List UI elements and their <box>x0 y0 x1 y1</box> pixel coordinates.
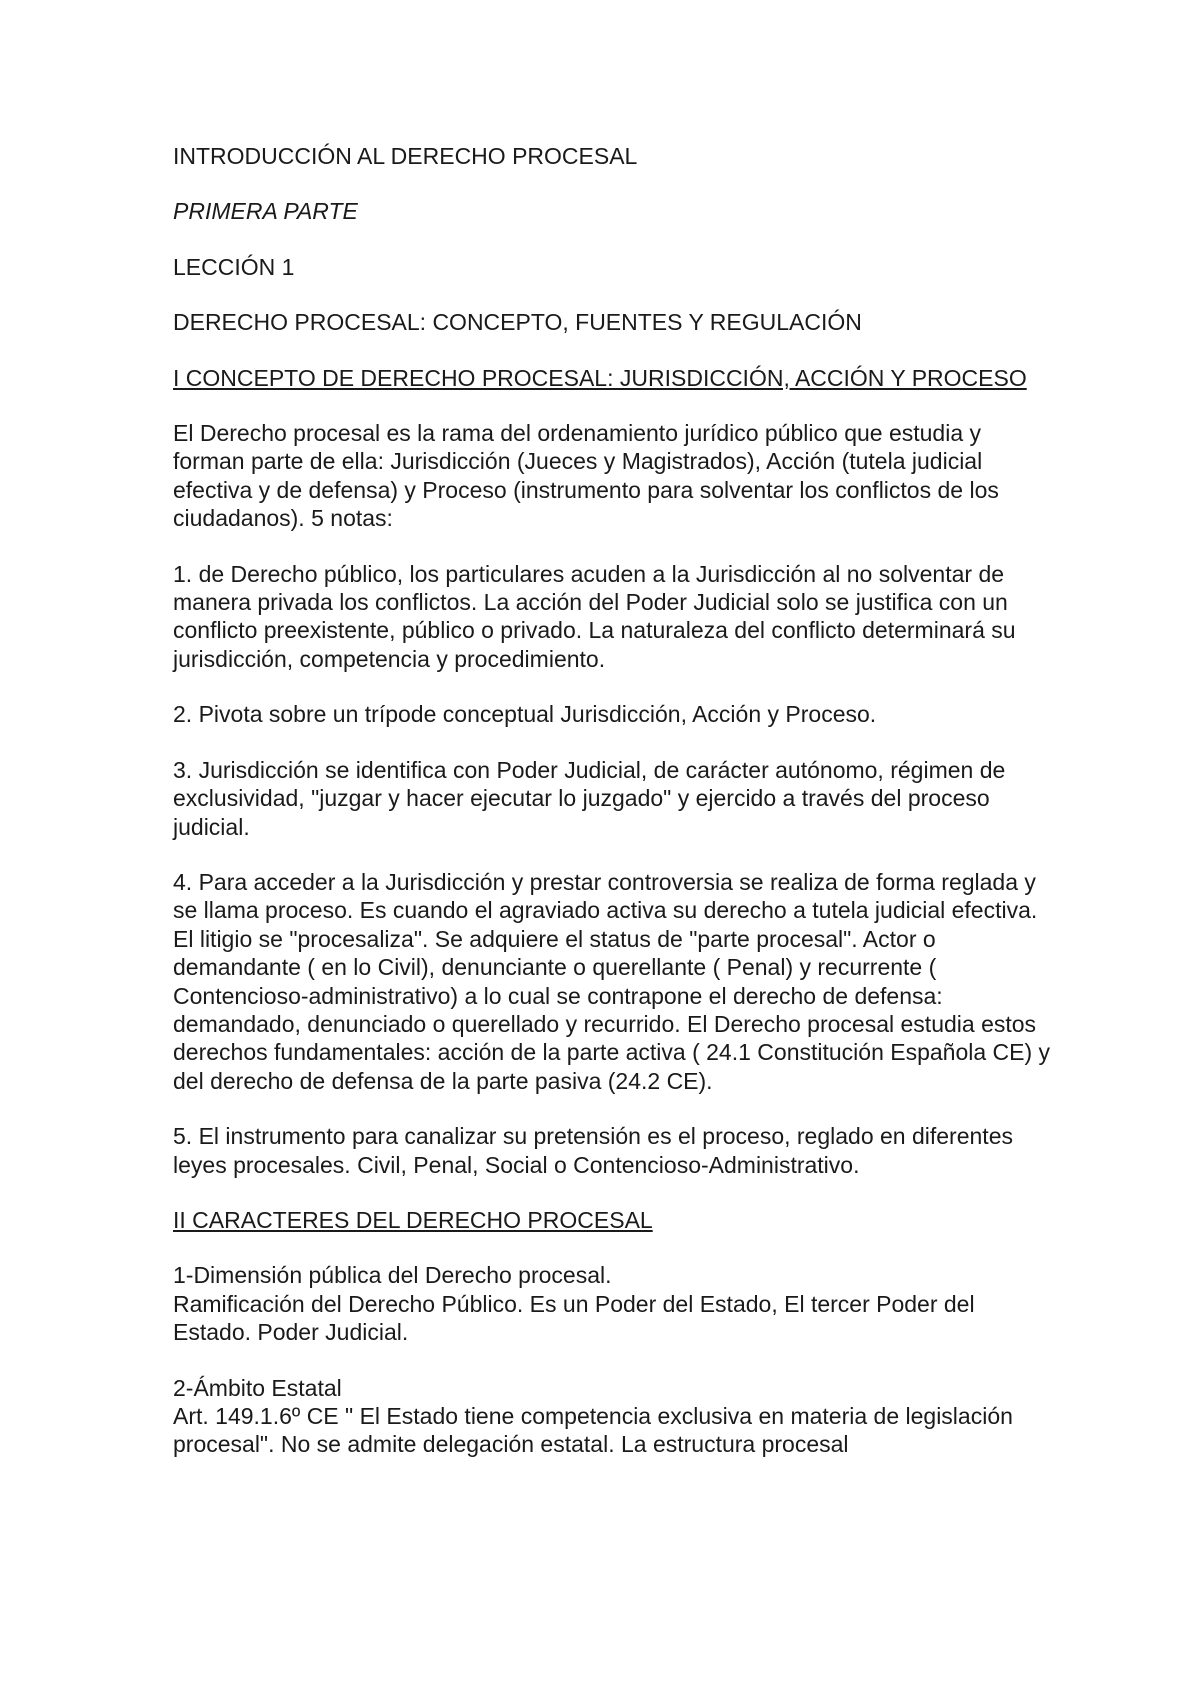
lesson-title: DERECHO PROCESAL: CONCEPTO, FUENTES Y REGULACIÓN <box>173 309 862 336</box>
part-label: PRIMERA PARTE <box>173 198 358 225</box>
lesson-label: LECCIÓN 1 <box>173 253 295 280</box>
characteristic-text: Art. 149.1.6º CE " El Estado tiene competencia exclusiva en materia de legislación procesal". No se admite delegación estatal. La estructura procesal <box>173 1403 1013 1458</box>
section-heading-1: I CONCEPTO DE DERECHO PROCESAL: JURISDICCIÓN, ACCIÓN Y PROCESO <box>173 364 1027 391</box>
note-paragraph: 3. Jurisdicción se identifica con Poder Judicial, de carácter autónomo, régimen de exclusividad, "juzgar y hacer ejecutar lo juzgado" y ejercido a través del proceso judicial. <box>173 756 1006 840</box>
characteristic-title: 1-Dimensión pública del Derecho procesal. <box>173 1262 612 1289</box>
note-paragraph: 1. de Derecho público, los particulares acuden a la Jurisdicción al no solventar de manera privada los conflictos. La acción del Poder Judicial solo se justifica con un conflicto preexistente, público o privado. La naturaleza del conflicto determinará su jurisdicción, competencia y procedimiento. <box>173 560 1016 672</box>
intro-paragraph: El Derecho procesal es la rama del ordenamiento jurídico público que estudia y forman parte de ella: Jurisdicción (Jueces y Magistrados), Acción (tutela judicial efectiva y de defensa) y Proceso (instrumento para solventar los conflictos de los ciudadanos). 5 notas: <box>173 420 999 532</box>
characteristic-title: 2-Ámbito Estatal <box>173 1374 342 1401</box>
note-paragraph: 2. Pivota sobre un trípode conceptual Jurisdicción, Acción y Proceso. <box>173 701 877 728</box>
note-paragraph: 5. El instrumento para canalizar su pretensión es el proceso, reglado en diferentes leyes procesales. Civil, Penal, Social o Contencioso-Administrativo. <box>173 1123 1013 1178</box>
characteristic-text: Ramificación del Derecho Público. Es un Poder del Estado, El tercer Poder del Estado. Poder Judicial. <box>173 1290 975 1346</box>
section-heading-2: II CARACTERES DEL DERECHO PROCESAL <box>173 1206 653 1233</box>
note-paragraph: 4. Para acceder a la Jurisdicción y prestar controversia se realiza de forma reglada y se llama proceso. Es cuando el agraviado activa su derecho a tutela judicial efectiva. El litigio se "procesaliza". Se adquiere el status de "parte procesal". Actor o demandante ( en lo Civil), denunciante o querellante ( Penal) y recurrente ( Contencioso-administrativo) a lo cual se contrapone el derecho de defensa: demandado, denunciado o querellado y recurrido. El Derecho procesal estudia estos derechos fundamentales: acción de la parte activa ( 24.1 Constitución Española CE) y del derecho de defensa de la parte pasiva (24.2 CE). <box>173 868 1051 1094</box>
document-title: INTRODUCCIÓN AL DERECHO PROCESAL <box>173 143 638 169</box>
document-page <box>173 142 1053 1459</box>
